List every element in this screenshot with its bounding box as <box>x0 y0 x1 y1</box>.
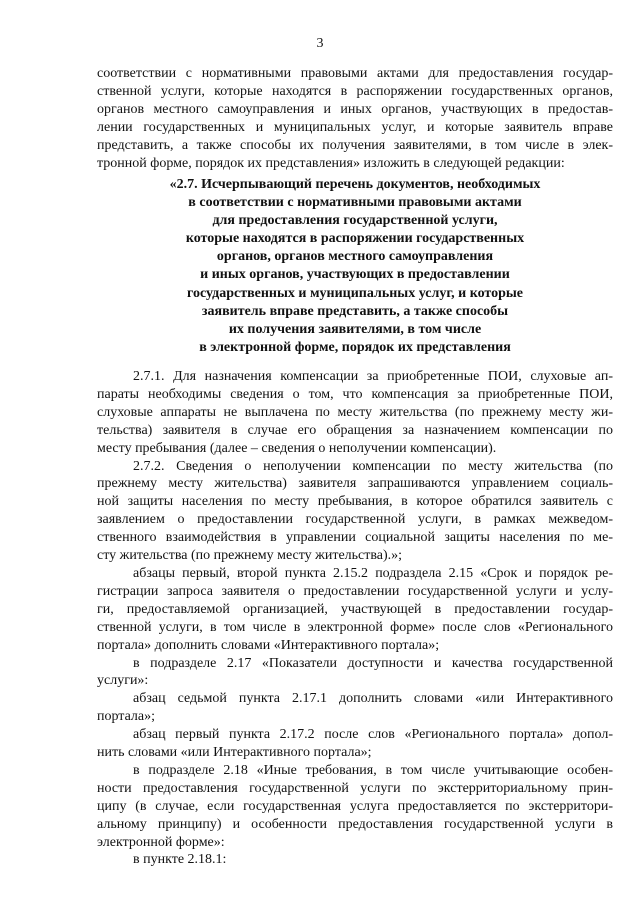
heading-line: в соответствии с нормативными правовыми актами <box>188 195 522 211</box>
body-line: абзац первый пункта 2.17.2 после слов «Регионального портала» допол- <box>133 727 613 743</box>
body-line: ги, предоставляемой организацией, участвующей в предоставлении государ- <box>97 601 613 617</box>
body-line: электронной форме»: <box>97 834 225 850</box>
body-line: ственной услуги, в том числе в электронной форме» после слов «Регионального <box>97 619 613 635</box>
intro-paragraph <box>97 65 613 172</box>
intro-line: лении государственных и муниципальных услуг, и которые заявитель вправе <box>97 119 613 135</box>
intro-line: органов местного самоуправления и иных органов, участвующих в предостав- <box>97 101 613 117</box>
body-line: портала»; <box>97 709 156 725</box>
heading-line: органов, органов местного самоуправления <box>216 249 494 265</box>
body-line: ной защиты населения по месту пребывания, в которое обратился заявитель с <box>97 494 613 510</box>
body-line: сту жительства (по прежнему месту жительства).»; <box>97 548 403 564</box>
intro-line: тронной форме, порядок их представления» изложить в следующей редакции: <box>97 155 565 171</box>
page-number: 3 <box>316 36 324 51</box>
body-line: тельства) заявителя в случае его обращения за назначением компенсации по <box>97 422 613 438</box>
heading-line: заявитель вправе представить, а также способы <box>201 303 509 319</box>
body-line: абзац седьмой пункта 2.17.1 дополнить словами «или Интерактивного <box>133 691 613 707</box>
heading-line: которые находятся в распоряжении государственных <box>185 231 525 247</box>
heading-line: для предоставления государственной услуги, <box>212 213 498 229</box>
body-line: 2.7.1. Для назначения компенсации за приобретенные ПОИ, слуховые ап- <box>133 369 613 384</box>
body-line: прежнему месту жительства) заявителя запрашиваются управлением социаль- <box>97 476 613 492</box>
body-line: абзацы первый, второй пункта 2.15.2 подраздела 2.15 «Срок и порядок ре- <box>133 565 613 581</box>
body-line: заявлением о предоставлении государственной услуги, в рамках межведом- <box>97 512 613 528</box>
heading-line: и иных органов, участвующих в предоставлении <box>200 267 510 283</box>
body-line: услуги»: <box>97 673 149 689</box>
body-line: ности предоставления государственной услуги по экстерриториальному прин- <box>97 780 613 796</box>
body-line: нить словами «или Интерактивного портала»; <box>97 745 372 761</box>
body-text <box>97 368 613 869</box>
body-line: в пункте 2.18.1: <box>133 852 227 868</box>
body-line: в подразделе 2.17 «Показатели доступности и качества государственной <box>133 655 613 671</box>
body-line: ственного взаимодействия в управлении социальной защиты населения по ме- <box>97 530 613 546</box>
section-heading <box>97 176 613 357</box>
intro-line: ственной услуги, которые находятся в распоряжении государственных органов, <box>97 83 613 99</box>
intro-line: соответствии с нормативными правовыми актами для предоставления государ- <box>97 66 613 81</box>
intro-line: представить, а также способы их получения заявителями, в том числе в элек- <box>97 137 613 153</box>
body-line: слуховые аппараты не выплачена по месту жительства (по прежнему месту жи- <box>97 404 613 420</box>
heading-line: «2.7. Исчерпывающий перечень документов, необходимых <box>169 177 541 192</box>
body-line: гистрации запроса заявителя о предоставлении государственной услуги и услу- <box>97 583 613 599</box>
body-line: месту пребывания (далее – сведения о неполучении компенсации). <box>97 440 497 456</box>
body-line: альному принципу) и особенности предоставления государственной услуги в <box>97 816 613 832</box>
body-line: ципу (в случае, если государственная услуга предоставляется по экстерритори- <box>97 798 613 814</box>
body-line: 2.7.2. Сведения о неполучении компенсации по месту жительства (по <box>133 458 613 474</box>
body-line: портала» дополнить словами «Интерактивного портала»; <box>97 637 440 653</box>
heading-line: в электронной форме, порядок их представления <box>199 339 511 355</box>
heading-line: их получения заявителями, в том числе <box>228 321 482 337</box>
body-line: параты необходимы сведения о том, что компенсация за приобретенные ПОИ, <box>97 386 613 402</box>
body-line: в подразделе 2.18 «Иные требования, в том числе учитывающие особен- <box>133 762 613 778</box>
heading-line: государственных и муниципальных услуг, и которые <box>186 285 524 301</box>
